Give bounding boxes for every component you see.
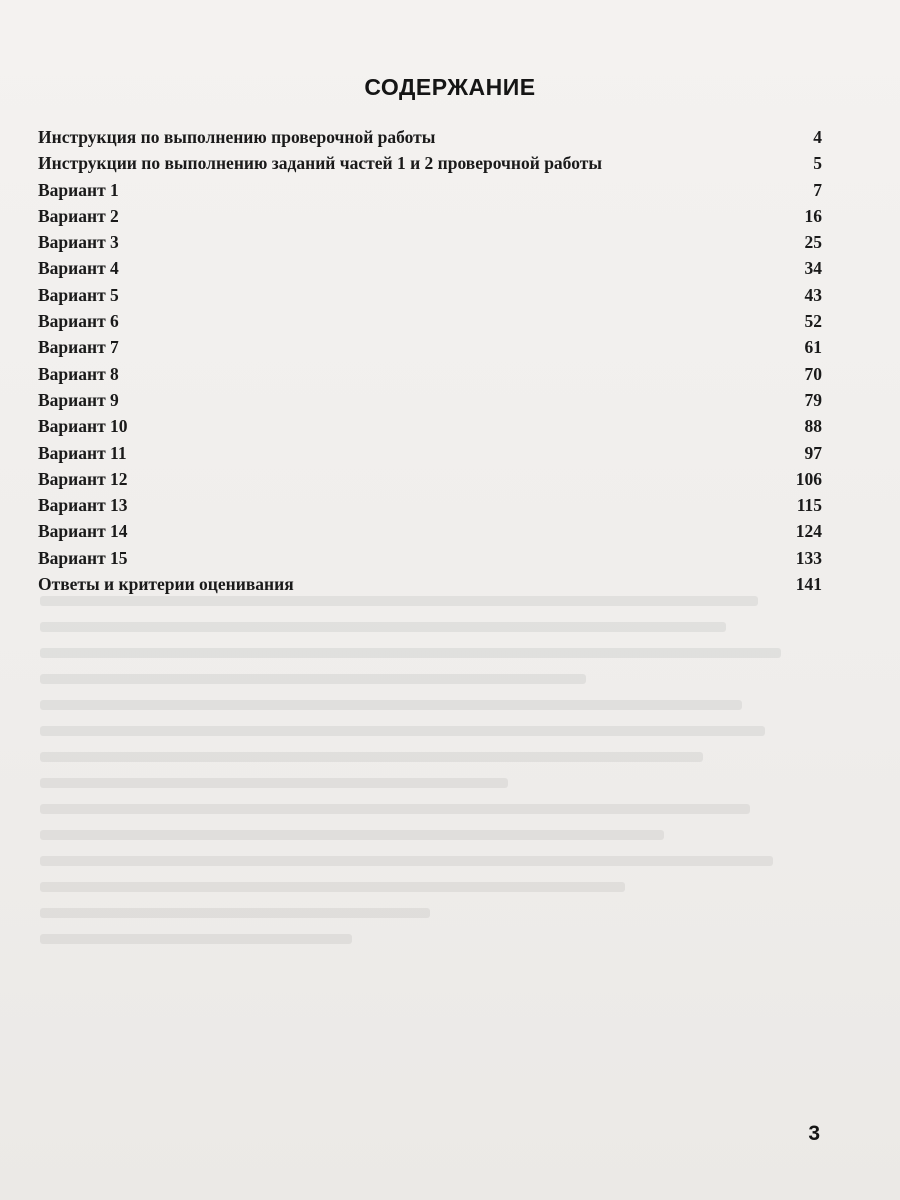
toc-entry-page: 7 xyxy=(813,179,822,200)
toc-entry-page: 88 xyxy=(804,416,822,437)
toc-entry-page: 106 xyxy=(795,468,822,489)
toc-entry-label: Вариант 2 xyxy=(38,205,119,226)
toc-entry xyxy=(38,361,822,387)
toc-dot-leader xyxy=(130,431,803,432)
toc-entry xyxy=(38,255,822,281)
toc-entry-label: Вариант 3 xyxy=(38,232,119,253)
toc-entry-page: 97 xyxy=(804,442,822,463)
toc-entry-label: Вариант 5 xyxy=(38,284,119,305)
toc-entry xyxy=(38,440,822,466)
toc-entry-page: 43 xyxy=(804,284,822,305)
toc-dot-leader xyxy=(121,273,803,274)
toc-entry xyxy=(38,229,822,255)
toc-entry-page: 124 xyxy=(795,521,822,542)
toc-dot-leader xyxy=(121,300,803,301)
page-title: СОДЕРЖАНИЕ xyxy=(364,74,536,100)
toc-entry-page: 25 xyxy=(804,232,822,253)
toc-entry-label: Инструкции по выполнению заданий частей 1 и 2 проверочной работы xyxy=(38,153,602,174)
toc-entry-page: 133 xyxy=(795,547,822,568)
toc-dot-leader xyxy=(130,484,794,485)
toc-entry xyxy=(38,282,822,308)
toc-entry xyxy=(38,177,822,203)
toc-entry xyxy=(38,308,822,334)
toc-dot-leader xyxy=(604,168,811,169)
toc-dot-leader xyxy=(121,405,803,406)
toc-entry-page: 115 xyxy=(796,495,822,516)
toc-entry-page: 4 xyxy=(813,127,822,147)
toc-entry-label: Вариант 14 xyxy=(38,521,128,542)
toc-entry-label: Вариант 11 xyxy=(38,442,127,463)
toc-entry-page: 70 xyxy=(804,363,822,384)
table-of-contents xyxy=(38,124,822,597)
toc-entry-page: 61 xyxy=(804,337,822,358)
toc-dot-leader xyxy=(130,536,794,537)
toc-dot-leader xyxy=(129,458,803,459)
toc-entry-label: Вариант 1 xyxy=(38,179,119,200)
toc-entry-page: 141 xyxy=(795,574,822,595)
toc-dot-leader xyxy=(296,589,794,590)
toc-entry-label: Инструкция по выполнению проверочной работы xyxy=(38,127,436,147)
toc-dot-leader xyxy=(121,379,803,380)
toc-entry xyxy=(38,571,822,597)
toc-dot-leader xyxy=(121,221,803,222)
toc-entry-label: Вариант 8 xyxy=(38,363,119,384)
toc-entry-label: Вариант 12 xyxy=(38,468,128,489)
toc-entry-page: 79 xyxy=(804,389,822,410)
toc-entry-label: Вариант 10 xyxy=(38,416,128,437)
toc-entry-label: Вариант 7 xyxy=(38,337,119,358)
toc-dot-leader xyxy=(130,563,794,564)
toc-entry xyxy=(38,387,822,413)
show-through-ghosting xyxy=(40,580,820,1040)
toc-entry xyxy=(38,466,822,492)
toc-entry-label: Вариант 13 xyxy=(38,495,128,516)
toc-dot-leader xyxy=(121,326,803,327)
toc-entry-label: Вариант 6 xyxy=(38,311,119,332)
toc-entry xyxy=(38,413,822,439)
page-number: 3 xyxy=(808,1122,820,1145)
toc-dot-leader xyxy=(121,247,803,248)
toc-dot-leader xyxy=(121,195,811,196)
toc-dot-leader xyxy=(437,142,811,143)
toc-dot-leader xyxy=(130,510,795,511)
toc-entry-page: 5 xyxy=(813,153,822,174)
toc-entry-page: 16 xyxy=(804,205,822,226)
toc-entry xyxy=(38,150,822,176)
toc-entry-label: Ответы и критерии оценивания xyxy=(38,574,294,595)
toc-entry xyxy=(38,124,822,150)
toc-entry xyxy=(38,334,822,360)
toc-entry xyxy=(38,203,822,229)
toc-entry-label: Вариант 4 xyxy=(38,258,119,279)
toc-entry xyxy=(38,492,822,518)
toc-entry xyxy=(38,518,822,544)
toc-entry xyxy=(38,545,822,571)
toc-dot-leader xyxy=(121,352,803,353)
toc-entry-page: 34 xyxy=(804,258,822,279)
toc-entry-label: Вариант 9 xyxy=(38,389,119,410)
toc-entry-page: 52 xyxy=(804,311,822,332)
toc-entry-label: Вариант 15 xyxy=(38,547,128,568)
